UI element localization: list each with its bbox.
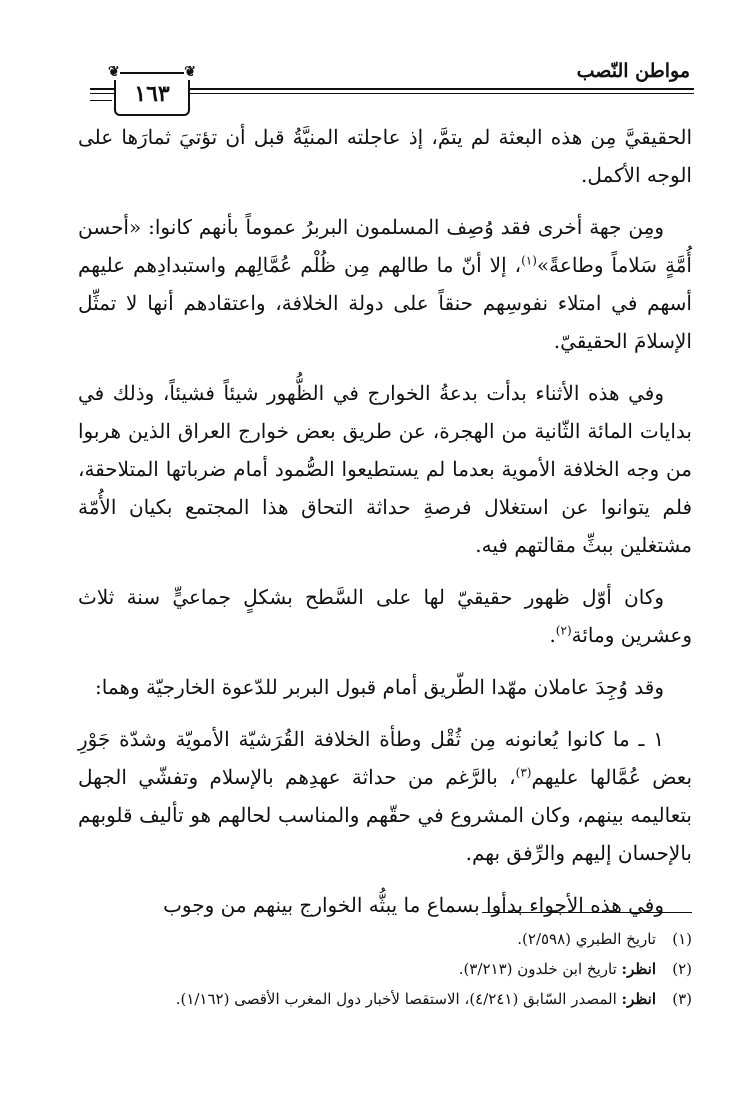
body-text — [78, 118, 692, 938]
footnote-text — [80, 984, 656, 1014]
footnote-body: تاريخ ابن خلدون (٣/٢١٣). — [458, 960, 622, 978]
running-title: مواطن النّصب — [576, 60, 690, 82]
paragraph-6-text: ١ ـ ما كانوا يُعانونه مِن ثُقْل وطأة الخلافة القُرَشيّة الأمويّة وشدّة جَوْرِ بعض عُمَّالها عليهم — [78, 727, 693, 789]
footnote-number: (١) — [672, 930, 692, 948]
paragraph-2 — [78, 208, 692, 360]
footnote-1 — [80, 924, 692, 954]
footnote-text — [80, 954, 656, 984]
footnote-ref-2: (٢) — [555, 623, 572, 638]
footnote-2 — [80, 954, 692, 984]
footnote-ref-1: (١) — [521, 253, 537, 268]
paragraph-6-text-cont: ، بالرَّغم من حداثة عهدِهم بالإسلام وتفشّي الجهل بتعاليمه بينهم، وكان المشروع في حقّهم والمناسب لحالهم هو تأليف قلوبهم بالإحسان إليهم والرِّفق بهم. — [78, 765, 692, 865]
paragraph-7: وفي هذه الأجواء بدأوا بسماع ما يبثُّه الخوارج بينهم من وجوب — [163, 893, 664, 917]
footnote-label: انظر: — [621, 990, 656, 1008]
footnote-3 — [80, 984, 692, 1014]
footnotes — [80, 924, 692, 1014]
footnote-body: المصدر السّابق (٤/٢٤١)، الاستقصا لأخبار دول المغرب الأقصى (١/١٦٢). — [175, 990, 622, 1008]
footnote-text — [80, 924, 656, 954]
footnote-separator — [482, 912, 692, 913]
page-number: ❦ ١٦٣ ❦ — [114, 72, 190, 116]
footnote-number: (٣) — [672, 990, 692, 1008]
header-rule-short — [90, 100, 112, 101]
footnote-label: انظر: — [621, 960, 656, 978]
paragraph-5: وقد وُجِدَ عاملان مهّدا الطّريق أمام قبول البربر للدّعوة الخارجيّة وهما: — [94, 675, 664, 699]
paragraph-1: الحقيقيَّ مِن هذه البعثة لم يتمَّ، إذ عاجلته المنيَّةُ قبل أن تؤتيَ ثمارَها على الوجه الأكمل. — [78, 125, 692, 187]
paragraph-2-text-cont: ، إلا أنّ ما طالهم مِن ظُلْم عُمَّالِهم واستبدادِهم عليهم أسهم في امتلاء نفوسِهم حنقاً على دولة الخلافة، واعتقادهم أنها لا تمثِّل الإسلامَ الحقيقيّ. — [78, 253, 692, 353]
paragraph-3: وفي هذه الأثناء بدأت بدعةُ الخوارج في الظُّهور شيئاً فشيئاً، وذلك في بدايات المائة الثّانية من الهجرة، عن طريق بعض خوارج العراق الذين هربوا من وجه الخلافة الأموية بعدما لم يستطيعوا الصُّمود أمام ضرباتها المتلاحقة، فلم يتوانوا عن استغلال فرصةِ حداثة التحاق هذا المجتمع بكيان الأُمّة مشتغلين ببثِّ مقالتهم فيه. — [78, 381, 692, 557]
footnote-ref-3: (٣) — [515, 765, 532, 780]
footnote-body: تاريخ الطبري (٢/٥٩٨). — [517, 930, 656, 948]
paragraph-4 — [78, 578, 692, 654]
footnote-number: (٢) — [672, 960, 692, 978]
paragraph-4-text: وكان أوّل ظهور حقيقيّ لها على السَّطح بشكلٍ جماعيٍّ سنة ثلاث وعشرين ومائة — [78, 585, 692, 647]
paragraph-4-text-cont: . — [549, 623, 556, 647]
paragraph-2-text: ومِن جهة أخرى فقد وُصِف المسلمون البربرُ عموماً بأنهم كانوا: «أحسن أُمَّةٍ سَلاماً وطاعةً» — [78, 215, 692, 277]
paragraph-6 — [78, 720, 692, 872]
